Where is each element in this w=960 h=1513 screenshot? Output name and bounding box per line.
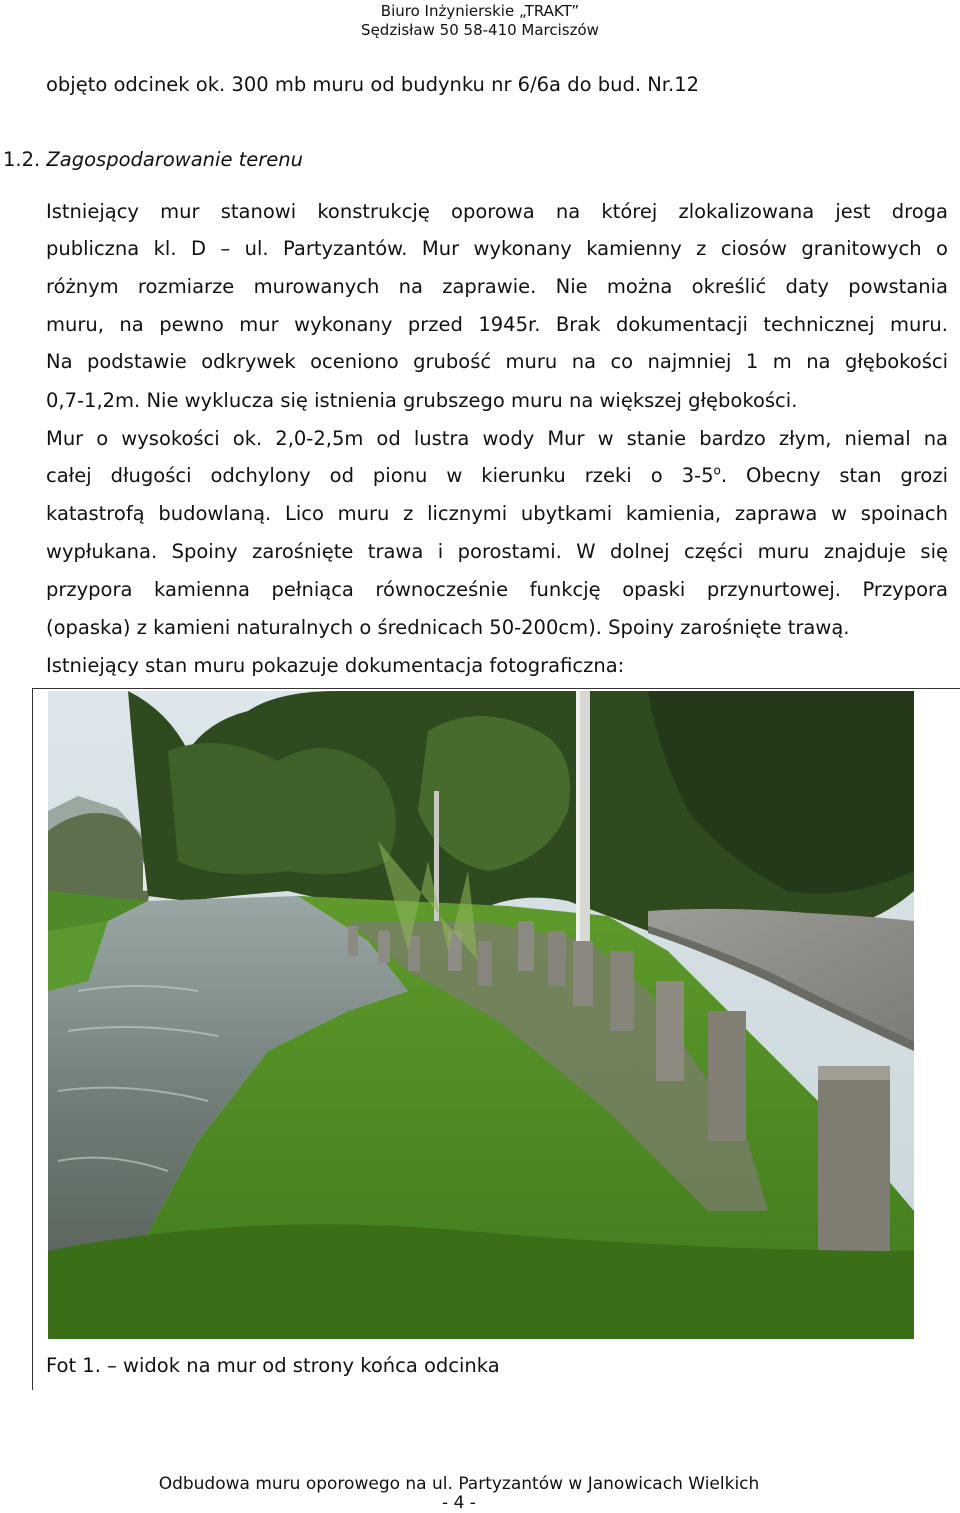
photo-river-wall	[48, 691, 914, 1339]
body-line: wypłukana. Spoiny zarośnięte trawa i porostami. W dolnej części muru znajduje się	[46, 540, 948, 563]
body-line: różnym rozmiarze murowanych na zaprawie. Nie można określić daty powstania	[46, 275, 948, 298]
section-heading	[3, 148, 303, 172]
body-line: publiczna kl. D – ul. Partyzantów. Mur wykonany kamienny z ciosów granitowych o	[46, 237, 948, 260]
body-line: Istniejący mur stanowi konstrukcję oporowa na której zlokalizowana jest droga	[46, 200, 948, 223]
body-line: 0,7-1,2m. Nie wyklucza się istnienia grubszego muru na większej głębokości.	[46, 389, 798, 412]
body-line: muru, na pewno mur wykonany przed 1945r. Brak dokumentacji technicznej muru.	[46, 313, 948, 336]
body-line: Na podstawie odkrywek oceniono grubość muru na co najmniej 1 m na głębokości	[46, 350, 948, 373]
section-title: Zagospodarowanie terenu	[46, 148, 304, 171]
photo-caption: Fot 1. – widok na mur od strony końca odcinka	[46, 1354, 500, 1377]
header-address: Sędzisław 50 58-410 Marciszów	[361, 21, 599, 39]
body-line-start: całej długości odchylony od pionu w kierunku rzeki o 3-5	[46, 464, 714, 487]
intro-text: objęto odcinek ok. 300 mb muru od budynku nr 6/6a do bud. Nr.12	[46, 73, 700, 96]
body-line: Istniejący stan muru pokazuje dokumentacja fotograficzna:	[46, 654, 625, 677]
page-number: - 4 -	[442, 1493, 476, 1513]
section-number: 1.2.	[3, 148, 41, 171]
body-line: (opaska) z kamieni naturalnych o średnicach 50-200cm). Spoiny zarośnięte trawą.	[46, 616, 850, 639]
body-line: katastrofą budowlaną. Lico muru z licznymi ubytkami kamienia, zaprawa w spoinach	[46, 502, 948, 525]
degree-mark: o	[713, 463, 721, 478]
body-line-with-degree	[46, 464, 948, 488]
header-company: Biuro Inżynierskie „TRAKT”	[380, 2, 580, 20]
body-line-end: . Obecny stan grozi	[720, 464, 948, 487]
body-line: Mur o wysokości ok. 2,0-2,5m od lustra wody Mur w stanie bardzo złym, niemal na	[46, 427, 948, 450]
body-line: przypora kamienna pełniąca równocześnie funkcję opaski przynurtowej. Przypora	[46, 578, 948, 601]
footer-title: Odbudowa muru oporowego na ul. Partyzantów w Janowicach Wielkich	[158, 1474, 760, 1494]
